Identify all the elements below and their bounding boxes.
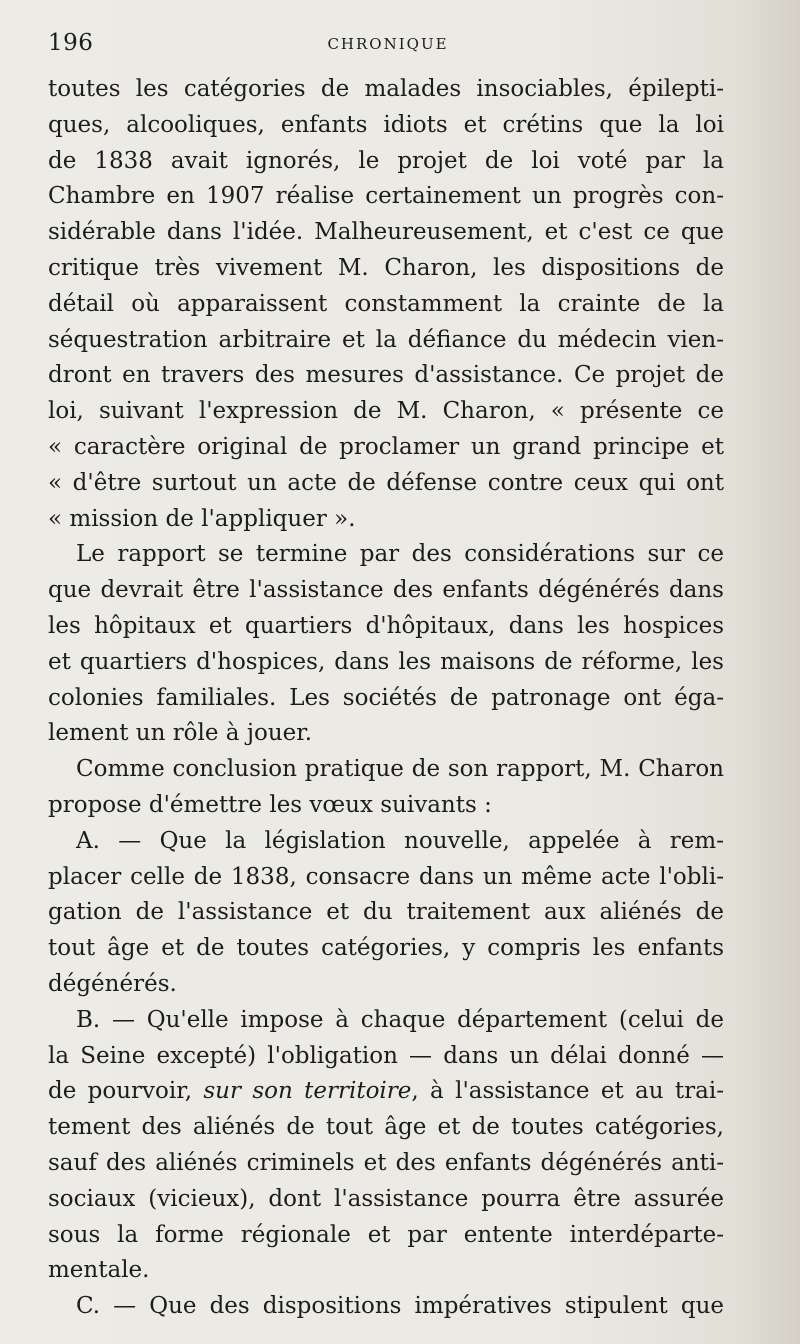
text-line: sauf des aliénés criminels et des enfants dégénérés anti- bbox=[48, 1149, 724, 1176]
text-line: et quartiers d'hospices, dans les maisons de réforme, les bbox=[48, 648, 724, 675]
text-line: sociaux (vicieux), dont l'assistance pourra être assurée bbox=[48, 1185, 724, 1212]
text-line: lement un rôle à jouer. bbox=[48, 720, 313, 747]
text-line: Chambre en 1907 réalise certainement un progrès con- bbox=[48, 183, 724, 210]
text-line: toutes les catégories de malades insociables, épilepti- bbox=[48, 76, 724, 102]
line-text-end: , à l'assistance et au trai- bbox=[411, 1078, 724, 1105]
text-line: tout âge et de toutes catégories, y compris les enfants bbox=[48, 935, 724, 962]
text-line bbox=[48, 1074, 724, 1110]
text-line: de 1838 avait ignorés, le projet de loi voté par la bbox=[48, 147, 724, 174]
text-line: Le rapport se termine par des considérations sur ce bbox=[76, 541, 724, 568]
text-line: « mission de l'appliquer ». bbox=[48, 505, 356, 532]
text-line: les hôpitaux et quartiers d'hôpitaux, dans les hospices bbox=[48, 612, 724, 639]
text-line: critique très vivement M. Charon, les dispositions de bbox=[48, 254, 724, 281]
text-line: sous la forme régionale et par entente interdéparte- bbox=[48, 1221, 724, 1248]
text-line: « caractère original de proclamer un grand principe et bbox=[48, 433, 724, 460]
text-line: propose d'émettre les vœux suivants : bbox=[48, 791, 492, 818]
text-line: gation de l'assistance et du traitement aux aliénés de bbox=[48, 899, 724, 926]
body-text bbox=[48, 72, 724, 1325]
text-line: C. — Que des dispositions impératives stipulent que bbox=[76, 1293, 724, 1320]
text-line: que devrait être l'assistance des enfants dégénérés dans bbox=[48, 577, 724, 604]
text-line: tement des aliénés de tout âge et de toutes catégories, bbox=[48, 1114, 724, 1141]
page-header bbox=[48, 30, 728, 60]
line-text-start: de pourvoir, bbox=[48, 1078, 204, 1105]
text-line: dégénérés. bbox=[48, 970, 177, 997]
text-line: détail où apparaissent constamment la crainte de la bbox=[48, 290, 724, 317]
text-line: loi, suivant l'expression de M. Charon, « présente ce bbox=[48, 398, 724, 425]
text-line: sidérable dans l'idée. Malheureusement, et c'est ce que bbox=[48, 219, 724, 246]
text-line: mentale. bbox=[48, 1257, 150, 1284]
running-head: CHRONIQUE bbox=[327, 35, 449, 53]
text-line: Comme conclusion pratique de son rapport, M. Charon bbox=[76, 756, 724, 783]
page-number: 196 bbox=[48, 30, 94, 56]
text-line: B. — Qu'elle impose à chaque département (celui de bbox=[76, 1006, 724, 1033]
text-line: « d'être surtout un acte de défense contre ceux qui ont bbox=[48, 469, 724, 496]
text-line: la Seine excepté) l'obligation — dans un délai donné — bbox=[48, 1042, 724, 1069]
text-line: A. — Que la législation nouvelle, appelée à rem- bbox=[76, 827, 724, 854]
text-line: dront en travers des mesures d'assistance. Ce projet de bbox=[48, 362, 724, 389]
text-line: séquestration arbitraire et la défiance du médecin vien- bbox=[48, 326, 724, 353]
text-line: colonies familiales. Les sociétés de patronage ont éga- bbox=[48, 684, 724, 711]
text-line: ques, alcooliques, enfants idiots et crétins que la loi bbox=[48, 111, 724, 138]
text-line: placer celle de 1838, consacre dans un même acte l'obli- bbox=[48, 863, 724, 890]
italic-phrase: sur son territoire bbox=[203, 1078, 412, 1105]
